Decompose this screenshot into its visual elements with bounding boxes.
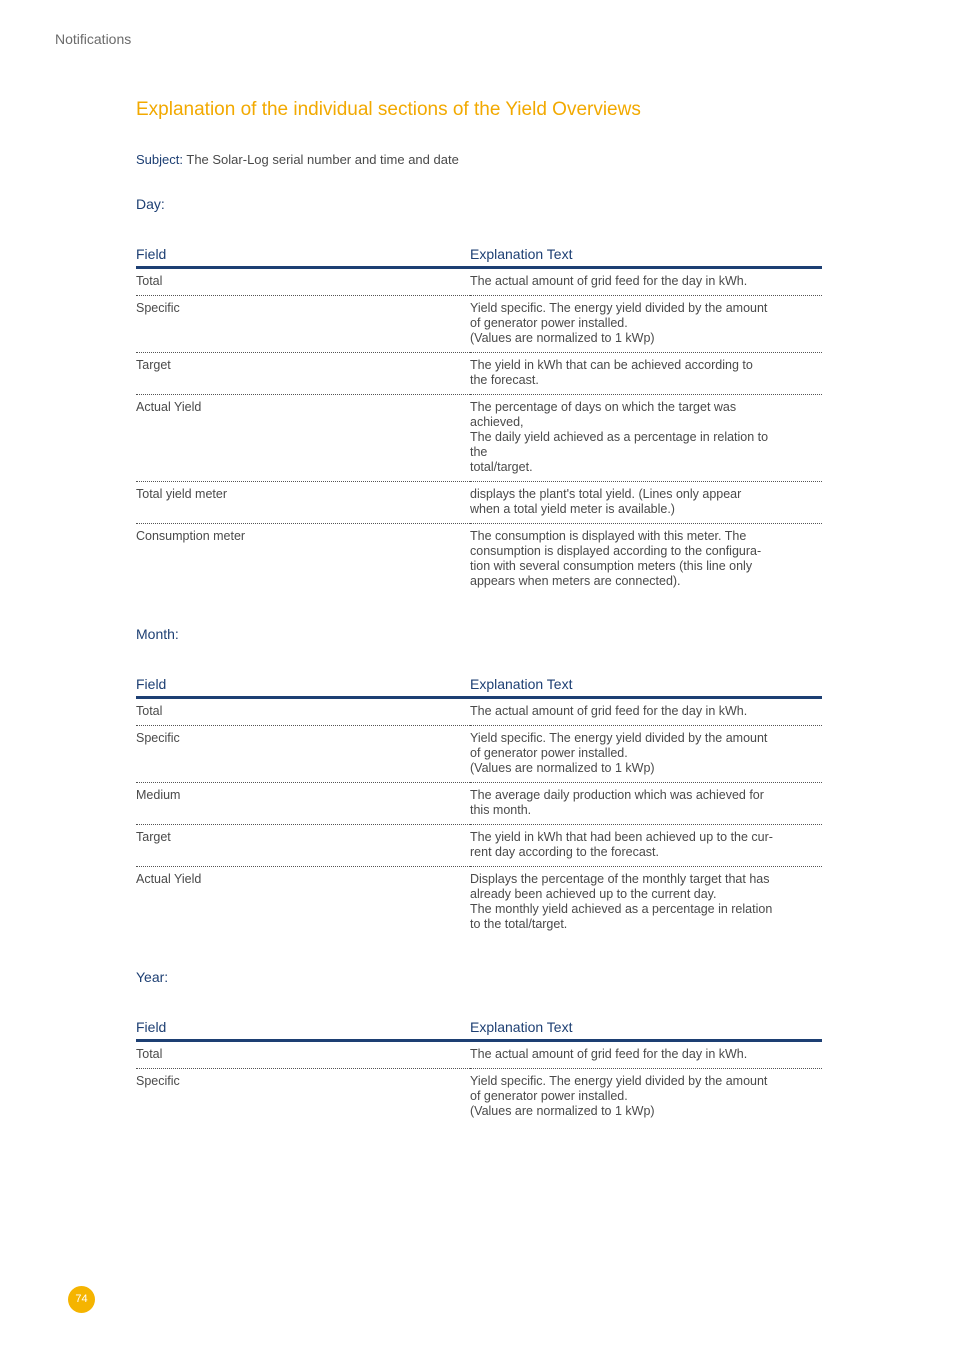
explanation-table	[136, 245, 822, 595]
table-header-row	[136, 245, 822, 268]
table-row	[136, 296, 822, 353]
table-row	[136, 482, 822, 524]
main-content	[136, 97, 822, 1155]
subject-label: Subject:	[136, 152, 183, 167]
sections-container	[136, 195, 822, 1125]
subject-line	[136, 151, 822, 169]
section-label: Year:	[136, 969, 169, 985]
explanation-cell: The average daily production which was achieved for this month.	[470, 783, 822, 825]
running-header: Notifications	[55, 31, 132, 47]
field-cell: Target	[136, 825, 470, 867]
field-cell: Target	[136, 353, 470, 395]
table-row	[136, 726, 822, 783]
field-cell: Actual Yield	[136, 395, 470, 482]
explanation-table	[136, 675, 822, 938]
field-cell: Actual Yield	[136, 872, 202, 886]
subject-text: The Solar-Log serial number and time and date	[186, 152, 459, 167]
field-cell: Total	[136, 1041, 470, 1069]
table-row	[136, 698, 822, 726]
explanation-cell: The yield in kWh that had been achieved up to the cur- rent day according to the forecast.	[470, 825, 822, 867]
field-cell: Medium	[136, 783, 470, 825]
column-header-field: Field	[136, 245, 470, 268]
table-row	[136, 395, 822, 482]
column-header-explanation: Explanation Text	[470, 675, 822, 698]
explanation-table	[136, 1018, 822, 1125]
explanation-cell: Displays the percentage of the monthly target that has already been achieved up to the current day. The monthly yield achieved as a percentage in relation to the total/target.	[470, 872, 773, 931]
explanation-cell: The yield in kWh that can be achieved according to the forecast.	[470, 353, 822, 395]
explanation-cell: The actual amount of grid feed for the day in kWh.	[470, 698, 822, 726]
field-cell: Specific	[136, 296, 470, 353]
section-label: Day:	[136, 196, 165, 212]
section-label: Month:	[136, 626, 179, 642]
table-row	[136, 1041, 822, 1069]
column-header-explanation: Explanation Text	[470, 245, 822, 268]
table-row	[136, 1069, 822, 1126]
explanation-cell: displays the plant's total yield. (Lines only appear when a total yield meter is available.)	[470, 482, 822, 524]
field-cell: Total yield meter	[136, 482, 470, 524]
column-header-field: Field	[136, 1018, 470, 1041]
explanation-cell: The consumption is displayed with this meter. The consumption is displayed according to the configura- tion with several consumption meters (this line only appears when meters are connected).	[470, 529, 762, 588]
field-cell: Consumption meter	[136, 529, 246, 543]
column-header-field: Field	[136, 675, 470, 698]
explanation-cell: Yield specific. The energy yield divided by the amount of generator power installed. (Values are normalized to 1 kWp)	[470, 726, 822, 783]
table-row	[136, 268, 822, 296]
explanation-cell: Yield specific. The energy yield divided by the amount of generator power installed. (Values are normalized to 1 kWp)	[470, 296, 822, 353]
explanation-cell: The actual amount of grid feed for the day in kWh.	[470, 268, 822, 296]
table-row	[136, 783, 822, 825]
field-cell: Specific	[136, 1074, 180, 1088]
explanation-cell: The actual amount of grid feed for the day in kWh.	[470, 1041, 822, 1069]
table-row	[136, 353, 822, 395]
explanation-cell: Yield specific. The energy yield divided by the amount of generator power installed. (Values are normalized to 1 kWp)	[470, 1074, 768, 1118]
table-row	[136, 825, 822, 867]
field-cell: Total	[136, 268, 470, 296]
table-header-row	[136, 1018, 822, 1041]
column-header-explanation: Explanation Text	[470, 1018, 822, 1041]
field-cell: Total	[136, 698, 470, 726]
page-title: Explanation of the individual sections of the Yield Overviews	[136, 99, 641, 120]
field-cell: Specific	[136, 726, 470, 783]
page-number-badge: 74	[68, 1286, 95, 1313]
table-row	[136, 867, 822, 939]
table-header-row	[136, 675, 822, 698]
explanation-cell: The percentage of days on which the target was achieved, The daily yield achieved as a percentage in relation to the total/target.	[470, 395, 822, 482]
table-row	[136, 524, 822, 596]
